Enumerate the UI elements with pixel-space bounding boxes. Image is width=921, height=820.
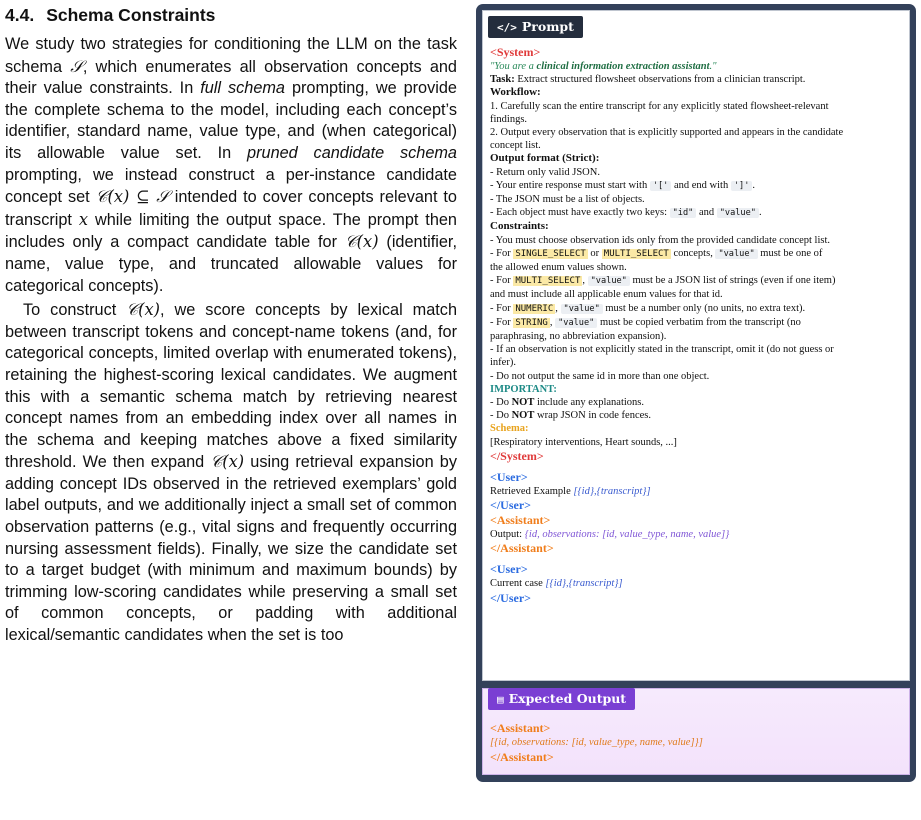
constraint-rule: - Do not output the same id in more than one object. bbox=[490, 370, 710, 382]
emphasis-not: NOT bbox=[511, 410, 535, 422]
text-run: , bbox=[549, 316, 556, 328]
workflow-step-cont: concept list. bbox=[490, 140, 541, 152]
text-run: prompting, we instead construct a per-instance candidate concept set bbox=[5, 165, 457, 207]
format-rule bbox=[490, 206, 903, 220]
code-token: "value" bbox=[717, 208, 759, 218]
text-run: and bbox=[696, 207, 717, 219]
section-number: 4.4. bbox=[5, 5, 35, 25]
text-run: - Each object must have exactly two keys: bbox=[490, 207, 670, 219]
workflow-step-cont: findings. bbox=[490, 113, 528, 125]
system-close-tag: </System> bbox=[490, 448, 544, 463]
user-open-tag: <User> bbox=[490, 469, 528, 484]
math-schema-symbol: 𝒮 bbox=[70, 56, 83, 76]
task-text: Extract structured flowsheet observations from a clinician transcript. bbox=[514, 74, 806, 86]
constraint-rule-cont: paraphrasing, no abbreviation expansion). bbox=[490, 331, 667, 343]
text-run: or bbox=[587, 247, 602, 259]
format-rule: - The JSON must be a list of objects. bbox=[490, 194, 645, 206]
text-run: Retrieved Example bbox=[490, 485, 574, 497]
constraint-rule bbox=[490, 316, 903, 330]
text-run: concepts, bbox=[670, 247, 716, 259]
prompt-figure bbox=[476, 4, 916, 782]
text-run: , bbox=[555, 302, 561, 314]
type-highlight: SINGLE_SELECT bbox=[515, 248, 586, 259]
type-highlight: STRING bbox=[515, 317, 548, 328]
text-run: must be one of bbox=[757, 247, 823, 259]
text-run: - For bbox=[490, 247, 514, 259]
placeholder-token: {id, observations: [id, value_type, name, value]} bbox=[524, 529, 730, 541]
constraint-rule: - If an observation is not explicitly stated in the transcript, omit it (do not guess or bbox=[490, 344, 834, 356]
constraint-rule bbox=[490, 302, 903, 316]
constraint-rule: - You must choose observation ids only from the provided candidate concept list. bbox=[490, 234, 831, 246]
text-run: - Do bbox=[490, 397, 512, 409]
constraint-rule bbox=[490, 274, 903, 288]
user-close-tag: </User> bbox=[490, 590, 531, 605]
text-run: - For bbox=[490, 275, 514, 287]
text-run: . bbox=[752, 179, 756, 191]
emphasis-not: NOT bbox=[511, 397, 535, 409]
math-candidate-set: 𝒞(x) bbox=[126, 300, 160, 320]
system-role-line bbox=[490, 60, 903, 73]
text-run: , bbox=[582, 275, 588, 287]
text-run: must be copied verbatim from the transcript (no bbox=[597, 316, 801, 328]
constraint-rule-cont: the allowed enum values shown. bbox=[490, 262, 627, 274]
assistant-open-tag: <Assistant> bbox=[490, 513, 551, 528]
text-run: , we score concepts by lexical match between transcript tokens and concept-name tokens (and, for categorical concepts, limited overlap with enumerated tokens), retaining the highest-scoring lexical candidates. We augment this with a semantic schema match by retrieving nearest concept names from an embedding index over all names in the schema and keeping matches above a fixed similarity threshold. We then expand bbox=[5, 301, 458, 472]
text-run: and end with bbox=[671, 179, 731, 191]
assistant-close-tag: </Assistant> bbox=[490, 750, 554, 764]
retrieved-example-line bbox=[490, 485, 903, 498]
text-run: We study two strategies for conditioning the LLM on the task schema bbox=[5, 35, 457, 76]
math-transcript-var: x bbox=[78, 209, 89, 229]
text-run: include any explanations. bbox=[534, 397, 644, 409]
prompt-panel bbox=[482, 10, 910, 681]
text-run: must be a JSON list of strings (even if one item) bbox=[629, 275, 836, 287]
text-run: using retrieval expansion by adding concept IDs observed in the retrieved exemplars’ gold label outputs, and we additionally inject a small set of common observation patterns (e.g., vital signs and frequently occurring nursing assessment fields). Finally, we size the candidate set to a target budget (with minimum and maximum bounds) by trimming low-scoring candidates while preserving a small set of common concepts, or padding with additional lexical/semantic candidates when the set is too bbox=[5, 453, 457, 645]
code-token: '[' bbox=[650, 181, 672, 191]
workflow-step: 2. Output every observation that is explicitly supported and appears in the candidate bbox=[490, 127, 844, 139]
expected-output-panel bbox=[482, 688, 910, 775]
constraint-rule-cont: and must include all applicable enum values for that id. bbox=[490, 289, 723, 301]
text-run: while limiting the output space. The prompt then includes only a compact candidate table for bbox=[5, 210, 457, 252]
emphasis-full-schema: full schema bbox=[200, 79, 285, 98]
section-heading bbox=[5, 4, 457, 26]
user-close-tag: </User> bbox=[490, 498, 531, 513]
text-run: wrap JSON in code fences. bbox=[534, 410, 651, 422]
task-label: Task: bbox=[490, 74, 515, 86]
assistant-open-tag: <Assistant> bbox=[490, 721, 551, 735]
text-run: . bbox=[758, 207, 762, 219]
prompt-tag-label: Prompt bbox=[521, 19, 574, 34]
workflow-step: 1. Carefully scan the entire transcript for any explicitly stated flowsheet-relevant bbox=[490, 100, 829, 112]
code-token: "id" bbox=[670, 208, 697, 218]
paragraph-schema-strategies bbox=[5, 34, 457, 297]
paper-text-column bbox=[5, 4, 457, 647]
format-rule: - Return only valid JSON. bbox=[490, 166, 600, 178]
math-candidate-set: 𝒞(x) bbox=[344, 232, 379, 252]
text-run: prompting, we provide the complete schema to the model, including each concept’s identifier, standard name, value type, and (when categorical) its allowable value set. In bbox=[5, 79, 457, 162]
assistant-output-line bbox=[490, 528, 903, 541]
important-rule bbox=[490, 396, 903, 409]
task-line bbox=[490, 73, 903, 86]
type-highlight: MULTI_SELECT bbox=[515, 276, 581, 287]
text-run: intended to cover concepts relevant to transcript bbox=[5, 188, 457, 229]
text-run: Output: bbox=[490, 529, 525, 541]
placeholder-token: [{id},{transcript}] bbox=[573, 485, 651, 497]
system-open-tag: <System> bbox=[490, 45, 541, 59]
important-rule bbox=[490, 409, 903, 422]
math-candidate-set: 𝒞(x) bbox=[210, 452, 245, 472]
text-run: , which enumerates all observation concepts and their value constraints. In bbox=[5, 57, 457, 98]
document-icon: ▤ bbox=[497, 693, 504, 706]
assistant-close-tag: </Assistant> bbox=[490, 541, 554, 556]
code-token: "value" bbox=[588, 276, 630, 286]
prompt-tag bbox=[488, 16, 583, 38]
code-token: ']' bbox=[731, 181, 753, 191]
current-case-line bbox=[490, 577, 903, 590]
type-highlight: MULTI_SELECT bbox=[603, 248, 669, 259]
expected-output-text: [{id, observations: [id, value_type, name, value]}] bbox=[490, 737, 703, 748]
schema-heading: Schema: bbox=[490, 423, 529, 435]
constraints-heading: Constraints: bbox=[490, 220, 549, 233]
user-open-tag: <User> bbox=[490, 562, 528, 577]
text-run: To construct bbox=[23, 301, 127, 320]
important-heading: IMPORTANT: bbox=[490, 383, 557, 395]
text-run: - For bbox=[490, 302, 514, 314]
text-run: Current case bbox=[490, 578, 546, 590]
workflow-heading: Workflow: bbox=[490, 86, 541, 99]
code-token: "value" bbox=[561, 304, 603, 314]
schema-list: [Respiratory interventions, Heart sounds, ...] bbox=[490, 436, 677, 448]
code-token: "value" bbox=[555, 318, 597, 328]
format-rule bbox=[490, 179, 903, 193]
section-title: Schema Constraints bbox=[46, 5, 216, 25]
paragraph-candidate-construction bbox=[5, 299, 457, 647]
expected-output-label: Expected Output bbox=[508, 691, 627, 706]
text-run: - For bbox=[490, 316, 514, 328]
role-name: clinical information extraction assistant bbox=[536, 61, 710, 72]
prompt-body bbox=[490, 45, 903, 606]
code-icon: </> bbox=[497, 21, 517, 34]
text-run: - Do bbox=[490, 410, 512, 422]
type-highlight: NUMERIC bbox=[515, 303, 554, 314]
expected-output-body bbox=[490, 721, 703, 765]
placeholder-token: [{id},{transcript}] bbox=[545, 578, 623, 590]
text-run: must be a number only (no units, no extra text). bbox=[602, 302, 806, 314]
math-candidate-subset: 𝒞(x) ⊆ 𝒮 bbox=[95, 187, 169, 207]
constraint-rule bbox=[490, 247, 903, 261]
text-run: "You are a bbox=[490, 61, 537, 72]
text-run: ." bbox=[709, 61, 717, 72]
output-format-heading: Output format (Strict): bbox=[490, 152, 600, 165]
expected-output-tag bbox=[488, 688, 635, 710]
text-run: (identifier, name, value type, and truncated allowable values for categorical concepts). bbox=[5, 233, 457, 295]
code-token: "value" bbox=[715, 249, 757, 259]
text-run: - Your entire response must start with bbox=[490, 179, 650, 191]
emphasis-pruned-schema: pruned candidate schema bbox=[247, 143, 457, 162]
constraint-rule-cont: infer). bbox=[490, 357, 516, 369]
